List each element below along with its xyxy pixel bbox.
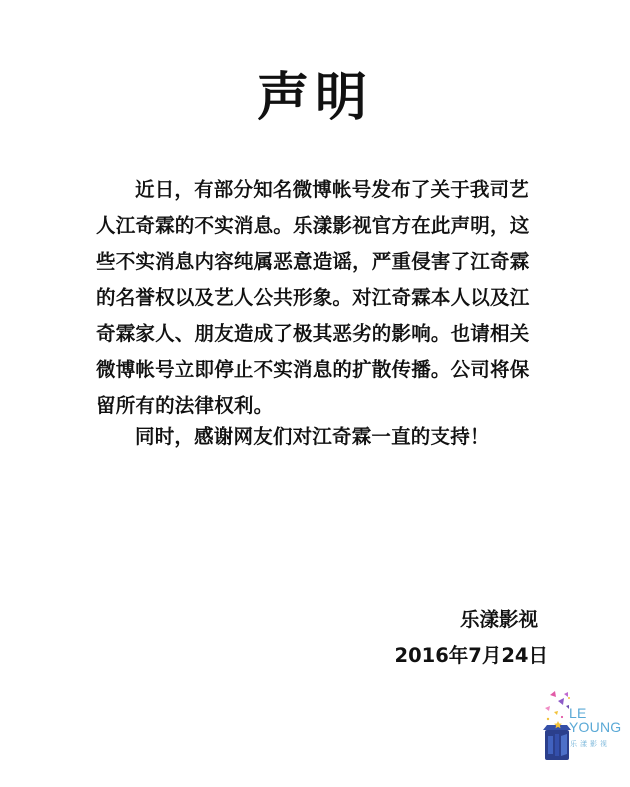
signature-date: 2016年7月24日	[394, 644, 548, 667]
statement-paragraph-2: 同时，感谢网友们对江奇霖一直的支持！	[135, 425, 490, 448]
logo-subtitle: 乐漾影视	[570, 740, 610, 748]
logo-wordmark	[569, 706, 629, 734]
logo-line-2: YOUNG	[569, 719, 622, 735]
company-logo	[536, 686, 628, 778]
page-title: 声明	[256, 68, 373, 128]
statement-paragraph-1: 近日，有部分知名微博帐号发布了关于我司艺人江奇霖的不实消息。乐漾影视官方在此声明，这些不实消息内容纯属恶意造谣，严重侵害了江奇霖的名誉权以及艺人公共形象。对江奇霖本人以及江奇霖家人、朋友造成了极其恶劣的影响。也请相关微博帐号立即停止不实消息的扩散传播。公司将保留所有的法律权利。	[96, 178, 530, 417]
logo-line-1: LE	[569, 705, 587, 721]
signature-block	[395, 606, 548, 670]
signature-organization: 乐漾影视	[459, 608, 538, 631]
